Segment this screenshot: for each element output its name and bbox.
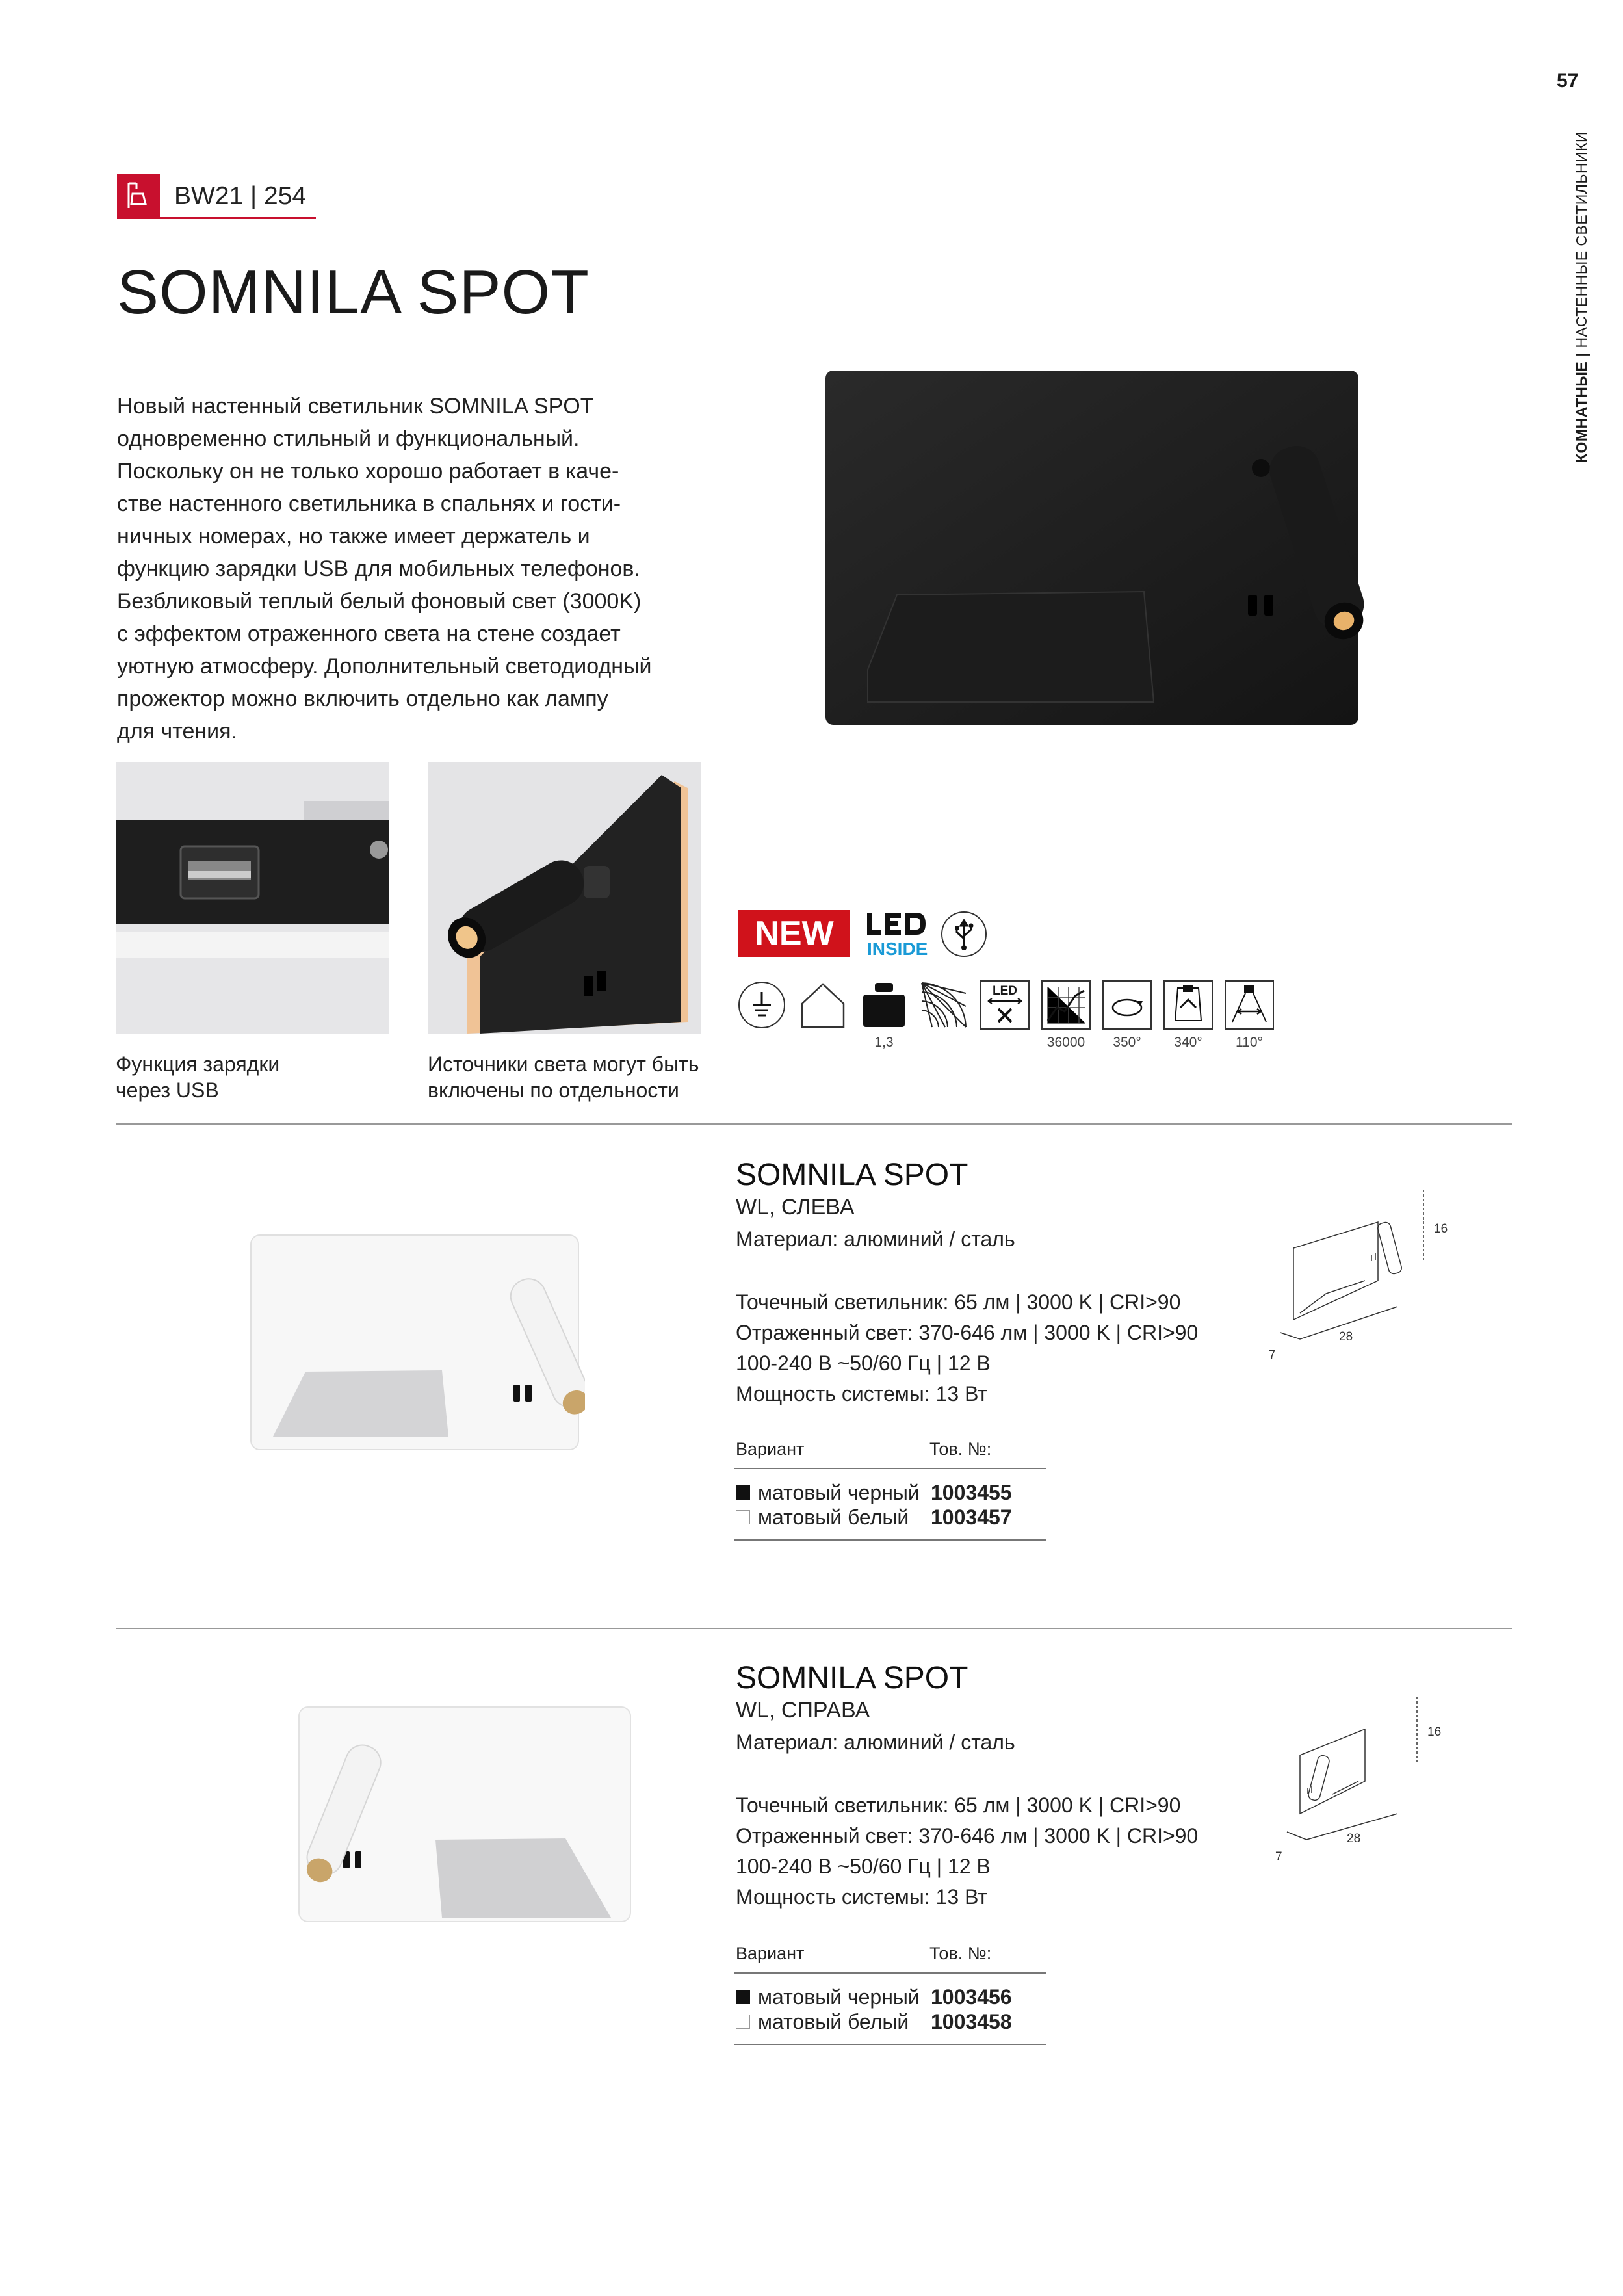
product-1-variant-row — [736, 1480, 920, 1506]
category-bold: КОМНАТНЫЕ — [1573, 361, 1590, 463]
product-2-dim-depth: 7 — [1275, 1850, 1282, 1864]
lifetime-graph-icon — [1041, 980, 1091, 1030]
product-2-specs: Точечный светильник: 65 лм | 3000 K | CRI>90 Отраженный свет: 370-646 лм | 3000 K | CRI>90 100-240 В ~50/60 Гц | 12 В Мощность системы: 13 Вт — [736, 1794, 1199, 1909]
lifetime-value: 36000 — [1046, 1035, 1085, 1050]
product-2-variant-row — [736, 1984, 920, 2010]
beam-angle-value: 110° — [1236, 1035, 1263, 1050]
product-1-variant-row — [736, 1504, 909, 1530]
white-swatch — [736, 2015, 750, 2029]
product-1-dim-width: 28 — [1339, 1330, 1353, 1344]
product-2-material: Материал: алюминий / сталь — [736, 1730, 1015, 1754]
product-2-table-top-line — [734, 1972, 1046, 1974]
beam-pattern-icon — [919, 980, 968, 1030]
earth-class-icon — [738, 982, 785, 1028]
variant-name: матовый белый — [758, 1506, 909, 1529]
product-2-header-code: Тов. №: — [929, 1944, 992, 1963]
product-1-table-top-line — [734, 1468, 1046, 1469]
led-icon-label: LED — [993, 984, 1017, 998]
tilt-value: 340° — [1174, 1035, 1202, 1050]
tilt-icon — [1163, 980, 1213, 1030]
white-swatch — [736, 1510, 750, 1524]
product-1-dim-height: 16 — [1434, 1222, 1448, 1236]
product-1-title: SOMNILA SPOT — [736, 1158, 968, 1192]
variant-name: матовый черный — [758, 1985, 920, 2009]
light-sources-caption: Источники света могут быть включены по отдельности — [428, 1052, 699, 1102]
section-divider-1 — [116, 1123, 1512, 1125]
page-number: 57 — [1557, 70, 1579, 92]
product-1-table-bottom-line — [734, 1539, 1046, 1541]
side-category — [1565, 112, 1591, 463]
product-1-specs: Точечный светильник: 65 лм | 3000 K | CRI>90 Отраженный свет: 370-646 лм | 3000 K | CRI>90 100-240 В ~50/60 Гц | 12 В Мощность системы: 13 Вт — [736, 1290, 1199, 1405]
variant-name: матовый черный — [758, 1481, 920, 1504]
intro-text: Новый настенный светильник SOMNILA SPOT одновременно стильный и функциональный. Поскольку он не только хорошо работает в каче- стве настенного светильника в спальнях и гости- ничных номерах, но также имеет держатель и функцию зарядки USB для мобильных телефонов. Безбликовый теплый белый фоновый свет (3000K) с эффектом отраженного света на стене создает уютную атмосферу. Дополнительный светодиодный прожектор можно включить отдельно как лампу для чтения. — [117, 394, 652, 744]
new-badge: NEW — [738, 910, 850, 957]
product-1-dim-depth: 7 — [1269, 1348, 1276, 1362]
weight-icon — [859, 980, 909, 1030]
section-divider-2 — [116, 1628, 1512, 1629]
product-2-dimension-drawing — [1261, 1684, 1462, 1866]
product-1-variant-code: 1003457 — [931, 1506, 1012, 1529]
rotation-value: 350° — [1113, 1035, 1141, 1050]
product-1-header-variant: Вариант — [736, 1439, 805, 1459]
beam-angle-icon — [1225, 980, 1274, 1030]
black-swatch — [736, 1485, 750, 1500]
product-2-dim-height: 16 — [1427, 1725, 1442, 1739]
product-1-material: Материал: алюминий / сталь — [736, 1227, 1015, 1251]
usb-detail-photo — [116, 762, 389, 1034]
usb-caption: Функция зарядки через USB — [116, 1052, 280, 1102]
black-swatch — [736, 1990, 750, 2004]
product-1-subtitle: WL, СЛЕВА — [736, 1195, 855, 1220]
product-image-left — [247, 1222, 585, 1456]
usb-icon — [941, 911, 987, 957]
main-product-image — [806, 364, 1488, 741]
product-1-header-code: Тов. №: — [929, 1439, 992, 1459]
rotation-icon — [1102, 980, 1152, 1030]
led-inside-label: INSIDE — [867, 939, 928, 959]
product-2-variant-row — [736, 2009, 909, 2035]
page-title: SOMNILA SPOT — [117, 257, 590, 327]
product-2-header-variant: Вариант — [736, 1944, 805, 1963]
product-image-right — [247, 1703, 637, 1924]
code-underline — [117, 217, 316, 219]
product-2-title: SOMNILA SPOT — [736, 1661, 968, 1695]
product-2-variant-code: 1003456 — [931, 1985, 1012, 2009]
variant-name: матовый белый — [758, 2010, 909, 2033]
wall-lamp-category-icon — [117, 174, 160, 217]
led-not-replaceable-icon — [980, 980, 1030, 1030]
product-2-variant-code: 1003458 — [931, 2010, 1012, 2033]
product-2-table-bottom-line — [734, 2044, 1046, 2045]
indoor-house-icon — [798, 980, 848, 1030]
product-2-subtitle: WL, СПРАВА — [736, 1698, 870, 1723]
light-sources-photo — [428, 762, 701, 1034]
led-inside-icon — [864, 909, 929, 961]
product-1-dimension-drawing — [1254, 1183, 1462, 1365]
product-2-dim-width: 28 — [1347, 1832, 1361, 1846]
product-code: BW21 | 254 — [174, 182, 307, 210]
product-1-variant-code: 1003455 — [931, 1481, 1012, 1504]
category-rest: | НАСТЕННЫЕ СВЕТИЛЬНИКИ — [1573, 131, 1590, 361]
weight-value: 1,3 — [874, 1035, 894, 1050]
